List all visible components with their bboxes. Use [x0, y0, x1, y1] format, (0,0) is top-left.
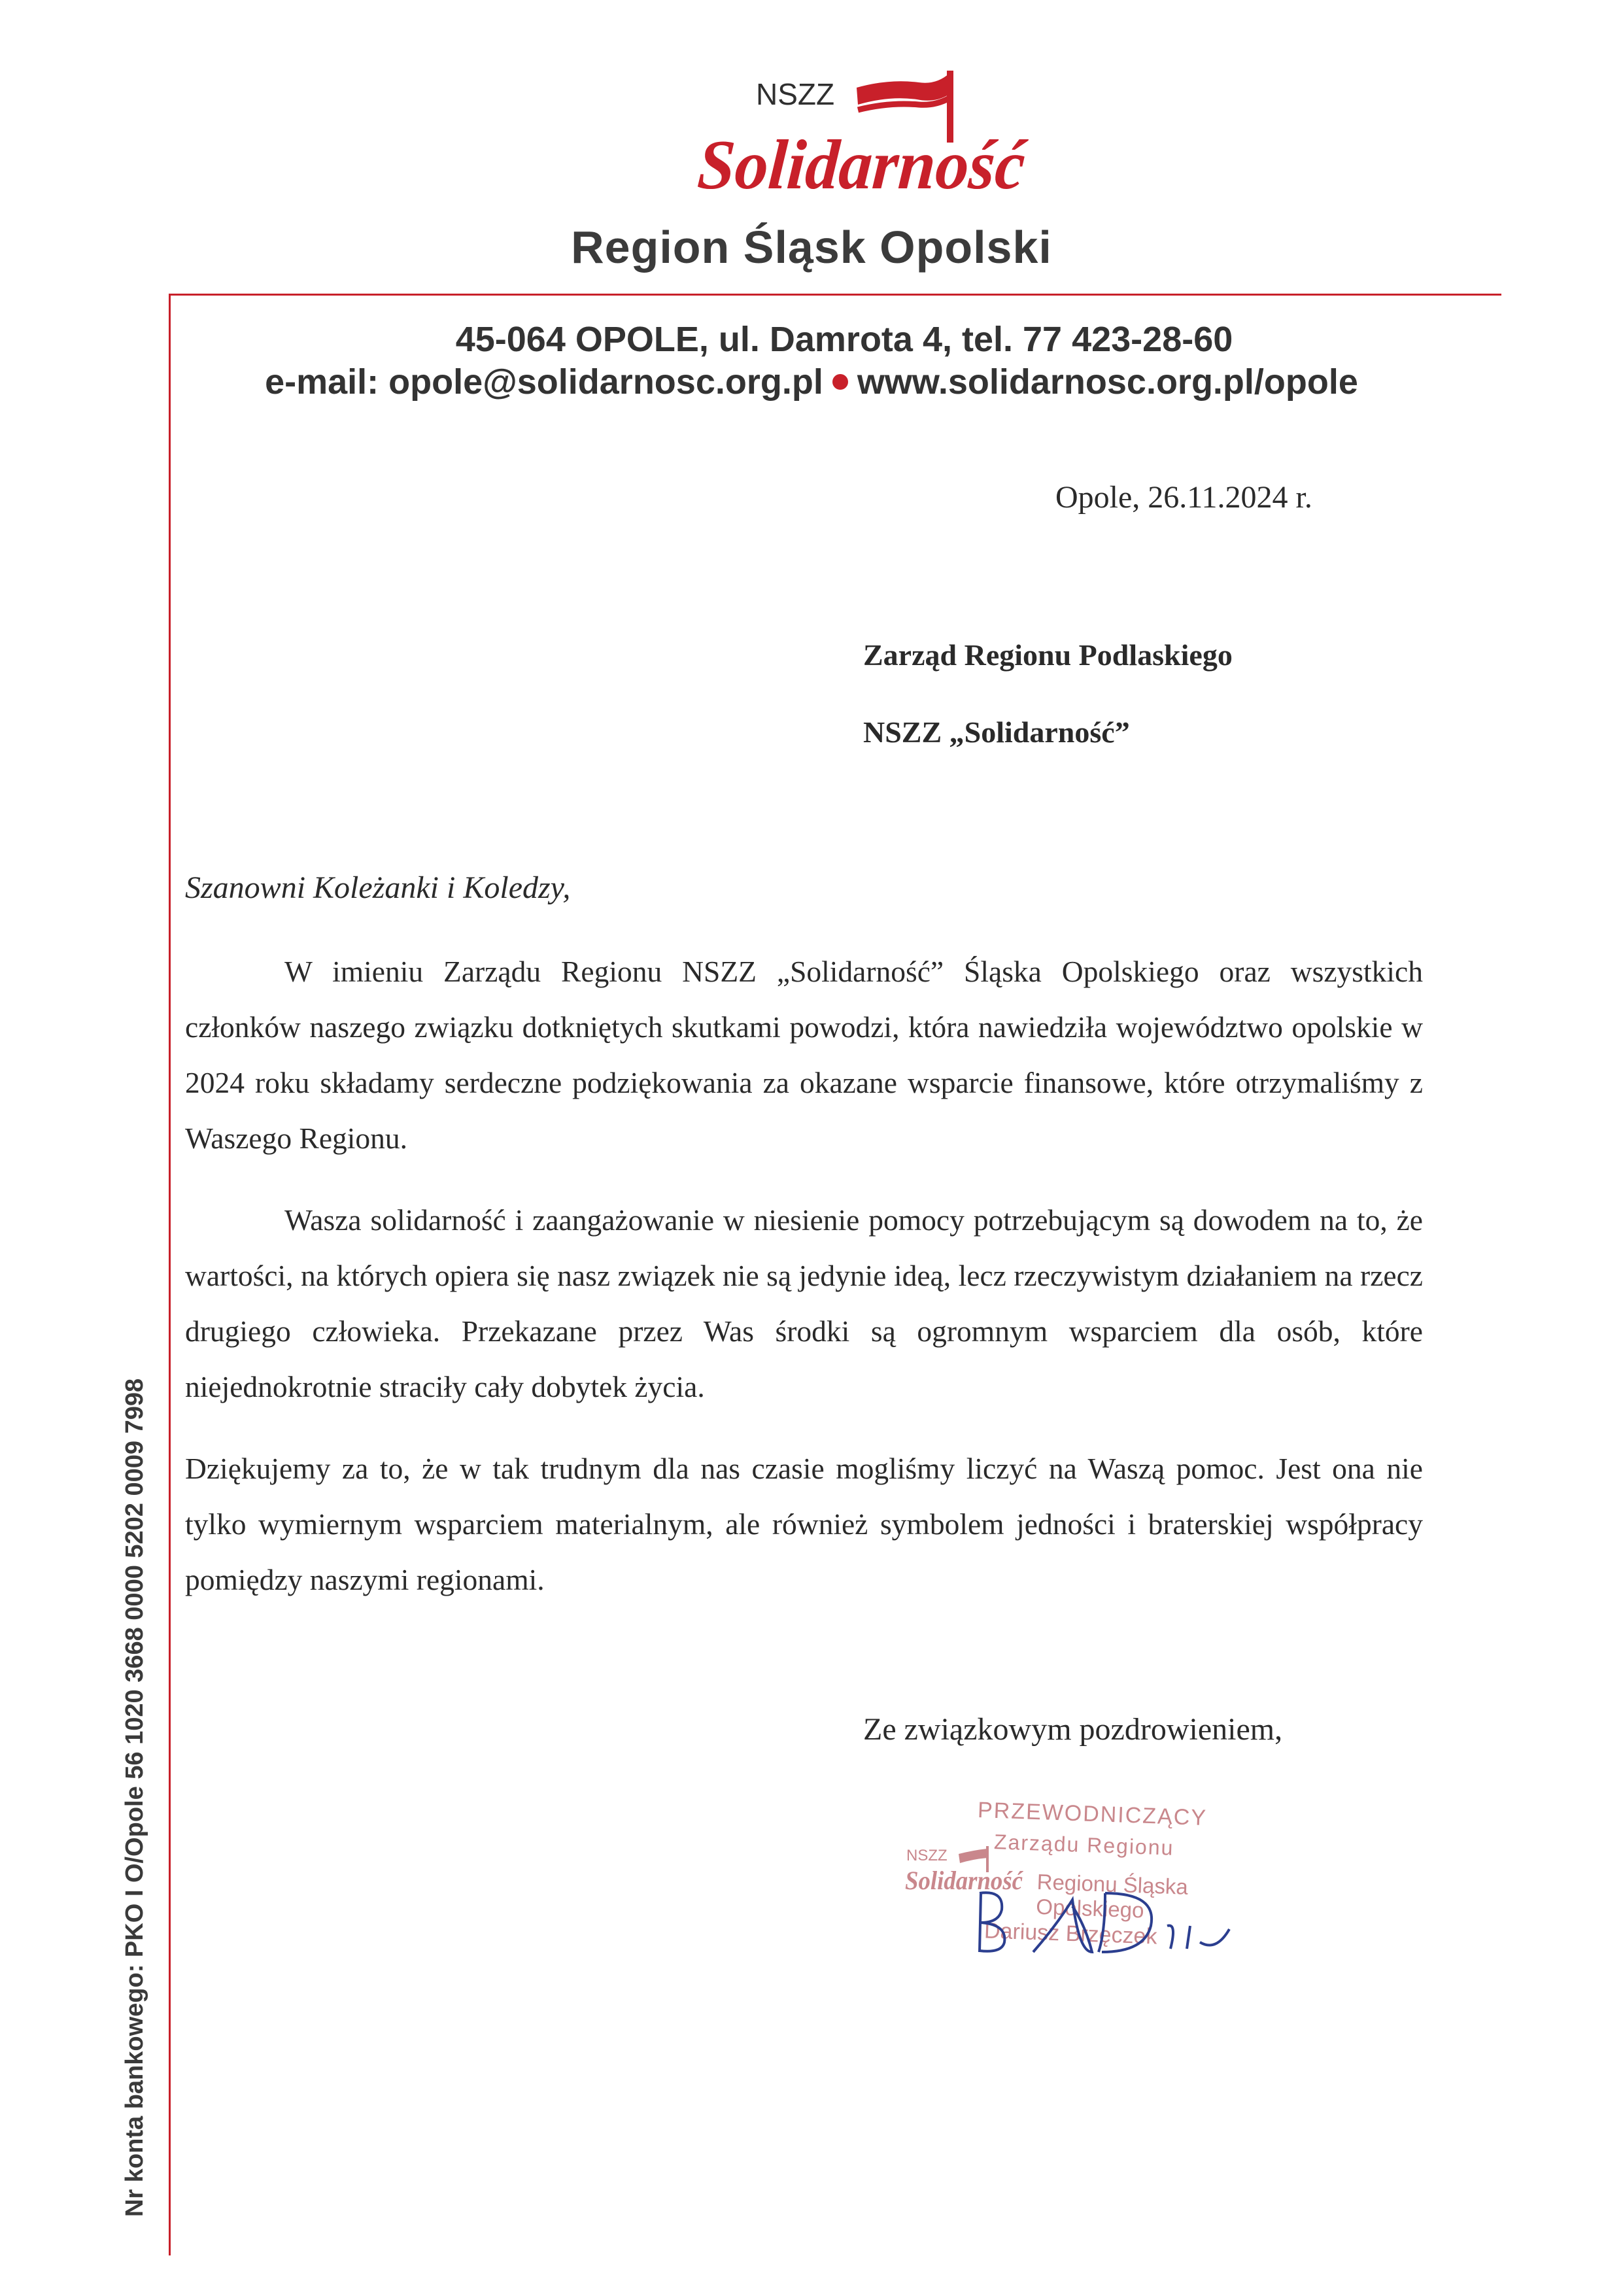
stamp-logo-nszz: NSZZ — [906, 1847, 948, 1864]
official-stamp — [902, 1797, 1269, 1972]
contact-email: e-mail: opole@solidarnosc.org.pl — [265, 362, 823, 402]
body-paragraph-1: W imieniu Zarządu Regionu NSZZ „Solidarność” Śląska Opolskiego oraz wszystkich członków naszego związku dotkniętych skutkami powodzi, która nawiedziła województwo opolskie w 2024 roku składamy serdeczne podziękowania za okazane wsparcie finansowe, które otrzymaliśmy z Waszego Regionu. — [185, 955, 1423, 1155]
stamp-name: Dariusz Brzęczek — [983, 1918, 1158, 1949]
contact-website: www.solidarnosc.org.pl/opole — [857, 362, 1358, 402]
svg-text:Solidarność: Solidarność — [905, 1866, 1024, 1895]
closing-line: Ze związkowym pozdrowieniem, — [863, 1712, 1283, 1747]
contact-email-web — [0, 362, 1623, 402]
left-margin-line — [169, 294, 171, 2255]
body-paragraph-2: Wasza solidarność i zaangażowanie w niesienie pomocy potrzebującym są dowodem na to, że wartości, na których opiera się nasz związek nie są jedynie ideą, lecz rzeczywistym działaniem na rzecz drugiego człowieka. Przekazane przez Was środki są ogromnym wsparciem dla osób, które niejednokrotnie straciły cały dobytek życia. — [185, 1203, 1423, 1403]
letter-date: Opole, 26.11.2024 r. — [1055, 480, 1312, 515]
bullet-dot-icon — [832, 374, 848, 390]
salutation: Szanowni Koleżanki i Koledzy, — [185, 870, 571, 905]
contact-address: 45-064 OPOLE, ul. Damrota 4, tel. 77 423-28-60 — [455, 320, 1233, 359]
header-divider — [169, 294, 1501, 296]
stamp-title: PRZEWODNICZĄCY — [977, 1797, 1208, 1831]
region-title: Region Śląsk Opolski — [571, 222, 1052, 273]
recipient-line-1: Zarząd Regionu Podlaskiego — [863, 638, 1233, 672]
stamp-region: Regionu Śląska Opolskiego — [1035, 1869, 1189, 1923]
bank-account-number: Nr konta bankowego: PKO I O/Opole 56 1020 3668 0000 5202 0009 7998 — [121, 1378, 148, 2217]
logo-wordmark: Solidarność — [695, 126, 1046, 204]
stamp-subtitle: Zarządu Regionu — [993, 1830, 1175, 1860]
recipient-line-2: NSZZ „Solidarność” — [863, 715, 1130, 749]
body-paragraph-3: Dziękujemy za to, że w tak trudnym dla nas czasie mogliśmy liczyć na Waszą pomoc. Jest ona nie tylko wymiernym wsparciem materialnym, ale również symbolem jedności i braterskiej współpracy pomiędzy naszymi regionami. — [185, 1452, 1423, 1596]
logo-nszz-text: NSZZ — [756, 77, 835, 111]
handwritten-signature — [942, 1854, 1256, 1972]
solidarnosc-logo — [693, 65, 1046, 209]
